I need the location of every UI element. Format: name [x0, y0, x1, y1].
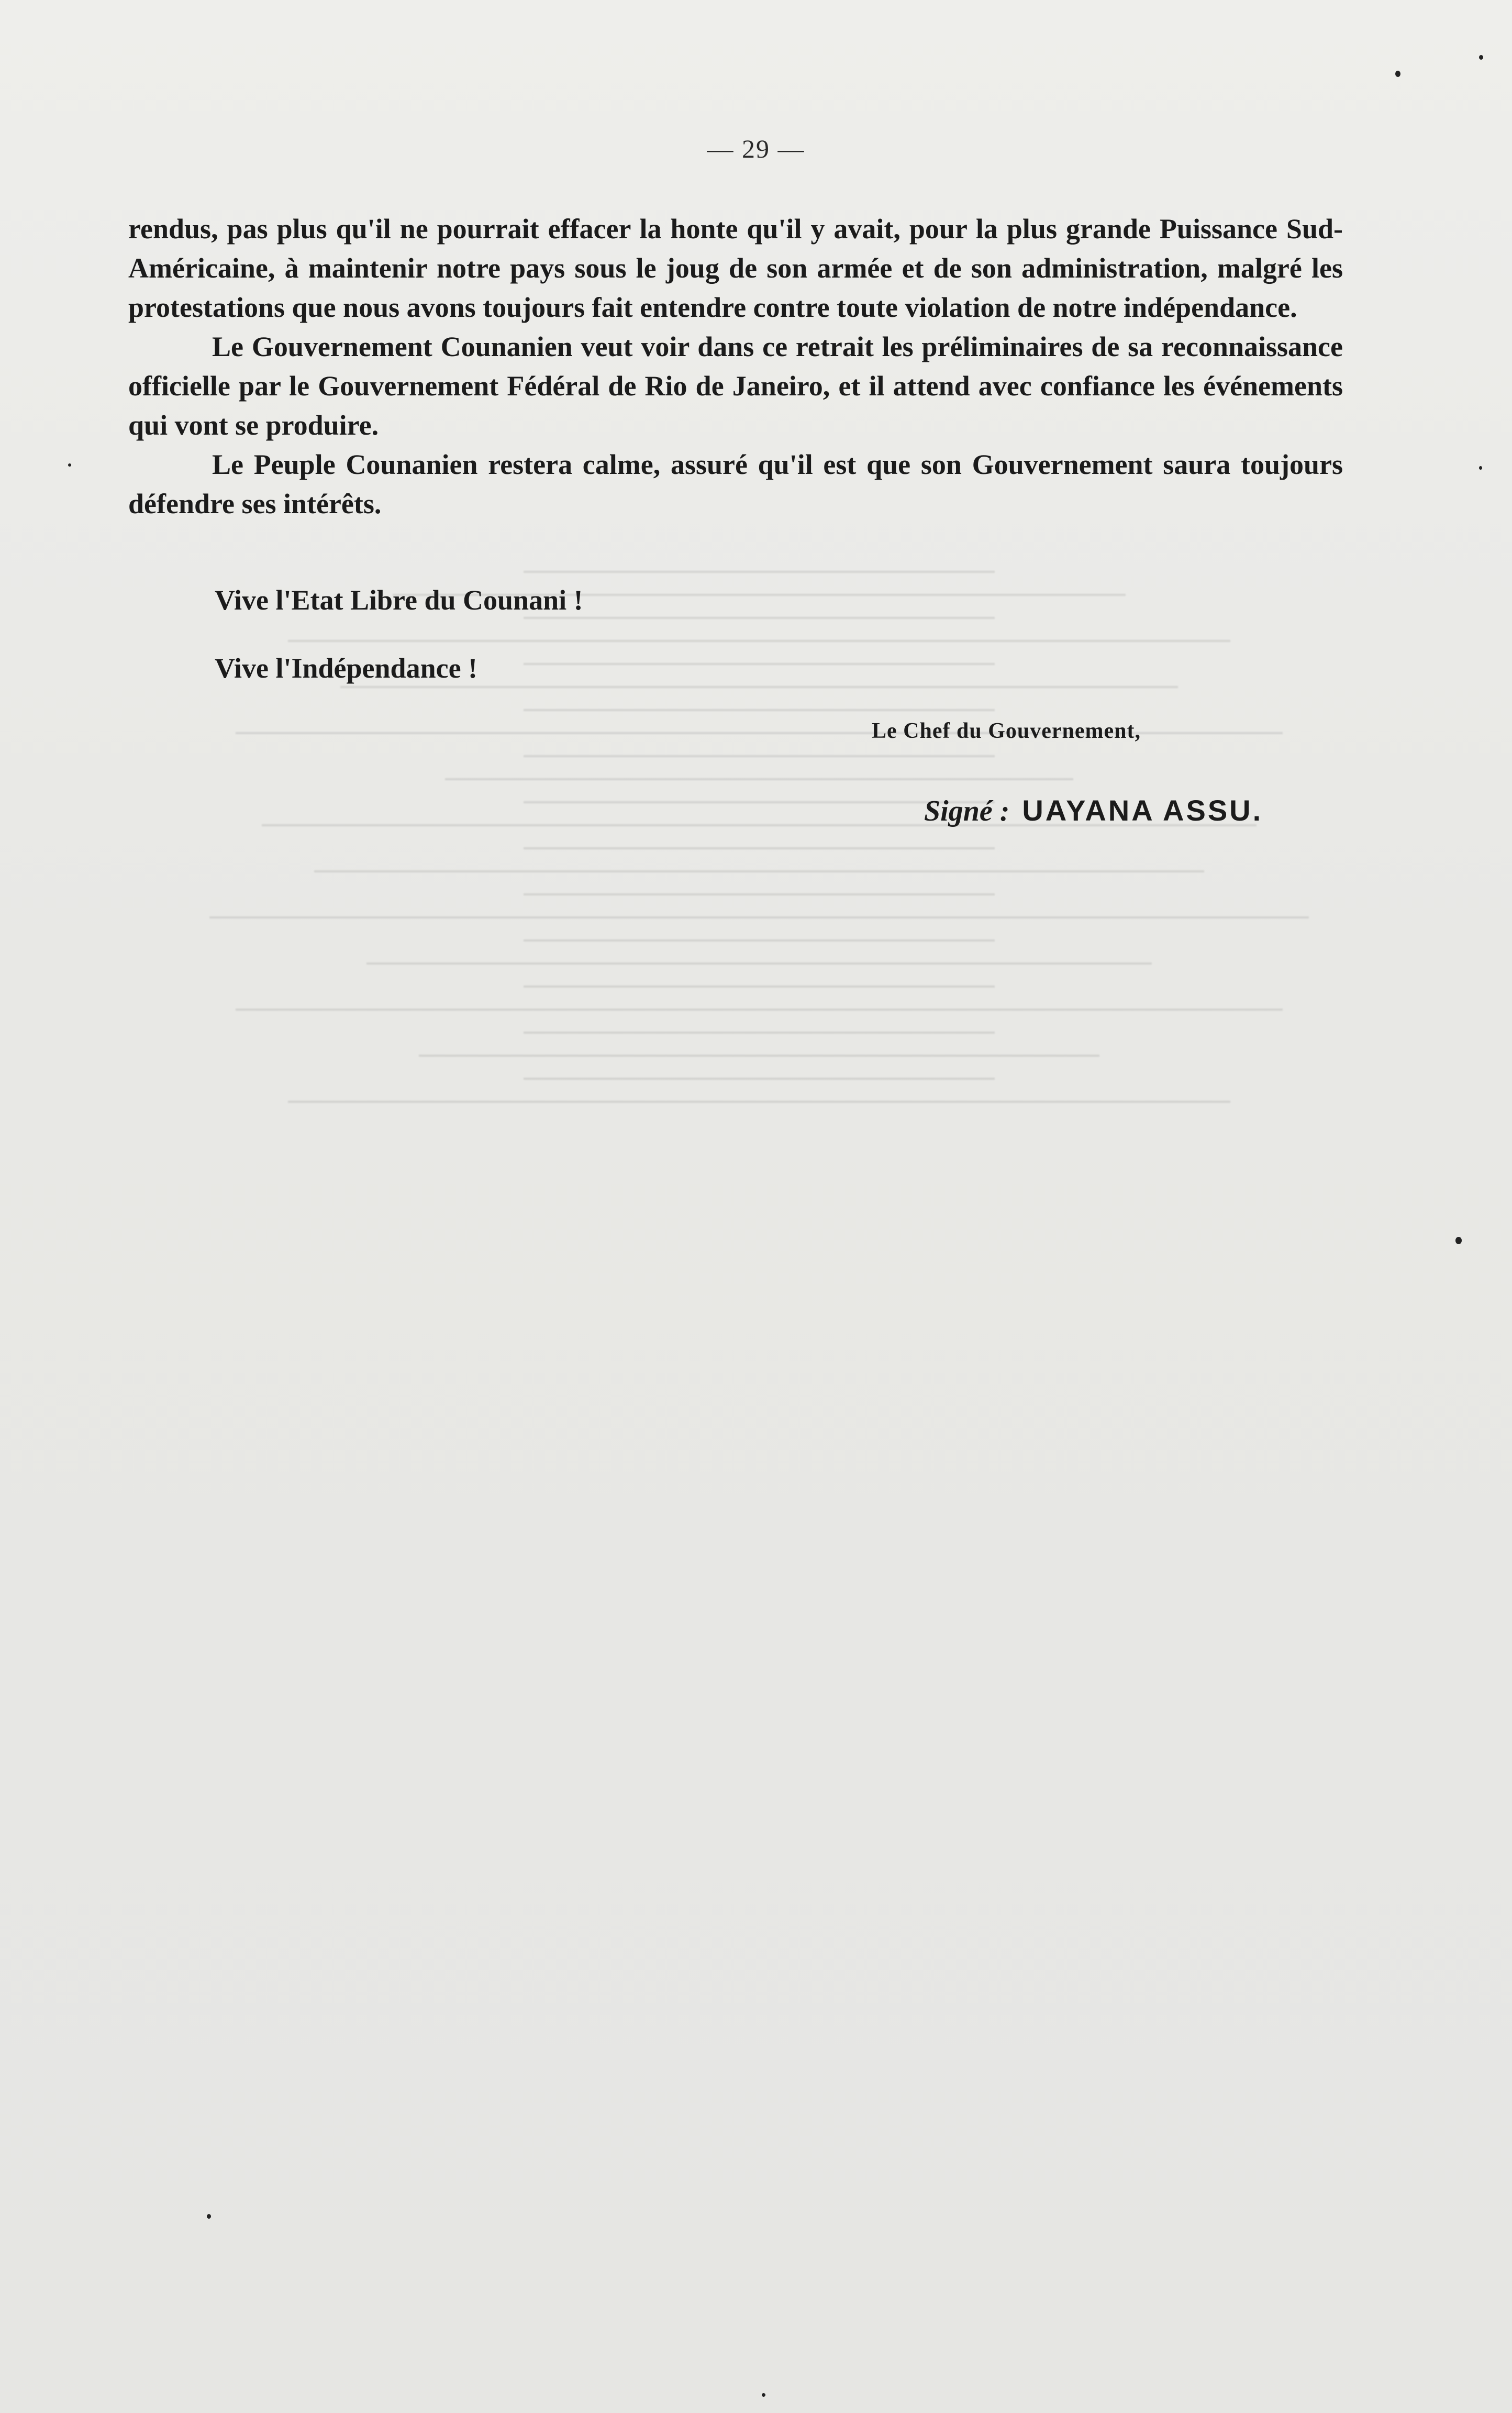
paragraph: rendus, pas plus qu'il ne pourrait effacer la honte qu'il y avait, pour la plus grande Puissance Sud-Américaine, à maintenir notre pays sous le joug de son armée et de son administration, malgré les protestations que nous avons toujours fait entendre contre toute violation de notre indépendance. [128, 213, 1343, 323]
cheer-line: Vive l'Indépendance ! [215, 652, 478, 684]
paragraph: Le Gouvernement Counanien veut voir dans ce retrait les préliminaires de sa reconnaissance officielle par le Gouvernement Fédéral de Rio de Janeiro, et il attend avec confiance les événements qui vont se produire. [128, 331, 1343, 441]
signature-line [924, 793, 1263, 828]
scan-speck [68, 463, 71, 467]
signatory-name: UAYANA ASSU. [1022, 794, 1263, 827]
page-number: — 29 — [707, 134, 805, 163]
scan-speck [1479, 466, 1482, 470]
signature-label: Signé : [924, 795, 1010, 827]
body-text [128, 209, 1343, 524]
scan-speck [207, 2214, 211, 2219]
scan-speck [1395, 71, 1400, 77]
scan-speck [762, 2393, 765, 2397]
paragraph: Le Peuple Counanien restera calme, assuré qu'il est que son Gouvernement saura toujours défendre ses intérêts. [128, 449, 1343, 519]
scan-speck [1479, 55, 1483, 60]
bleed-through-texture [131, 550, 1387, 1124]
signature-title: Le Chef du Gouvernement, [872, 719, 1141, 743]
scan-speck [1455, 1237, 1462, 1244]
cheer-line: Vive l'Etat Libre du Counani ! [215, 584, 583, 616]
